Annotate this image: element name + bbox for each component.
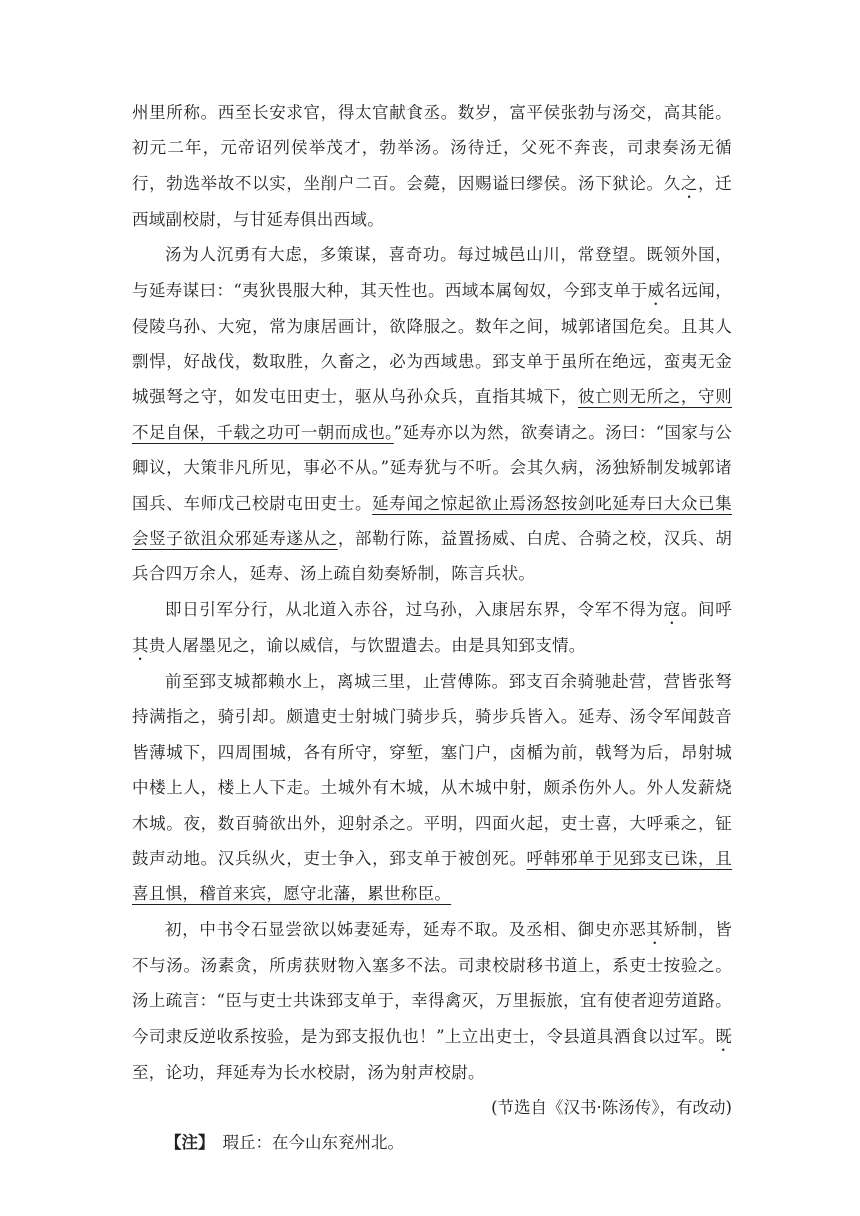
dotted-character: 其 [646,919,664,939]
dotted-character: 既 [715,1026,732,1046]
text-segment: 矫制，皆不与汤。汤素贪，所虏获财物入塞多不法。司隶校尉移书道上，系吏士按验之。汤上疏言：“臣与吏士共诛郅支单于，幸得禽灭，万里振旅，宜有使者迎劳道路。今司隶反逆收系按验，是为郅支报仇也！”上立出吏士，令县道具酒食以过军。 [132,919,732,1046]
text-segment: 至，论功，拜延寿为长水校尉，汤为射声校尉。 [132,1062,485,1082]
paragraph [132,664,732,912]
underlined-sentence: 延寿闻之惊起欲止焉汤怒按剑叱延寿曰大众已集会竖子欲沮众邪延寿遂从之 [132,493,732,549]
note-text: 瑕丘：在今山东兖州北。 [222,1133,404,1153]
dotted-character: 之 [680,173,699,193]
underlined-sentence: 呼韩邪单于见郅支已诛，且喜且惧，稽首来宾，愿守北藩，累世称臣。 [132,848,732,904]
underlined-sentence: 彼亡则无所之，守则不足自保，千载之功可一朝而成也。 [132,387,732,442]
text-segment: ，部勒行陈，益置扬威、白虎、合骑之校，汉兵、胡兵合四万余人，延寿、汤上疏自劾奏矫制，陈言兵状。 [132,529,732,584]
paragraph [132,592,732,664]
text-segment: 。间呼 [680,599,732,619]
text-segment: 初，中书令石显尝欲以姊妻延寿，延寿不取。及丞相、御史亦恶 [165,919,647,939]
footnote [132,1125,732,1160]
paragraph [132,237,732,592]
text-segment: 名远闻，侵陵乌孙、大宛，常为康居画计，欲降服之。数年之间，城郭诸国危矣。且其人剽悍，好战伐，数取胜，久畜之，必为西域患。郅支单于虽所在绝远，蛮夷无金城强弩之守，如发屯田吏士，驱从乌孙众兵，直指其城下， [132,280,732,407]
text-segment: ，迁西域副校尉，与甘延寿俱出西域。 [132,173,732,229]
text-segment: 汤为人沉勇有大虑，多策谋，喜奇功。每过城邑山川，常登望。既领外国，与延寿谋曰：“夷狄畏服大种，其天性也。西域本属匈奴，今郅支单于 [132,245,732,300]
source-citation: (节选自《汉书·陈汤传》，有改动) [491,1097,732,1117]
article-body [132,95,732,1090]
text-segment: 前至郅支城都赖水上，离城三里，止营傅陈。郅支百余骑驰赴营，营皆张弩持满指之，骑引却。颇遣吏士射城门骑步兵，骑步兵皆入。延寿、汤令军闻鼓音皆薄城下，四周围城，各有所守，穿堑，塞门户，卤楯为前，戟弩为后，昂射城中楼上人，楼上人下走。土城外有木城，从木城中射，颇杀伤外人。外人发薪烧木城。夜，数百骑欲出外，迎射杀之。平明，四面火起，吏士喜，大呼乘之，钲鼓声动地。汉兵纵火，吏士争入，郅支单于被创死。 [132,671,732,868]
dotted-character: 寇 [663,599,681,619]
dotted-character: 威 [647,280,665,300]
note-tag: 【注】 [165,1133,215,1153]
paragraph [132,95,732,237]
text-segment: 即日引军分行，从北道入赤谷，过乌孙，入康居东界，令军不得为 [165,599,664,619]
text-segment: 高 [663,103,681,122]
dotted-character: 其 [132,635,149,655]
text-segment: 贵人屠墨见之，谕以威信，与饮盟遣去。由是具知郅支情。 [148,635,586,655]
text-segment: 州里所称。西至长安求官，得太官献食丞。数岁，富平侯张勃与汤交， [132,103,664,122]
paragraph [132,912,732,1090]
text-segment: ”延寿亦以为然，欲奏请之。汤曰：“国家与公卿议，大策非凡所见，事必不从。”延寿犹与不听。会其久病，汤独矫制发城郭诸国兵、车师戊己校尉屯田吏士。 [132,422,732,513]
text-segment: 其能。初元二年，元帝诏列侯举茂才，勃举汤。汤待迁，父死不奔丧，司隶奏汤无循行，勃选举故不以实，坐削户二百。会薨，因赐谥曰缪侯。汤下狱论。久 [132,103,732,193]
